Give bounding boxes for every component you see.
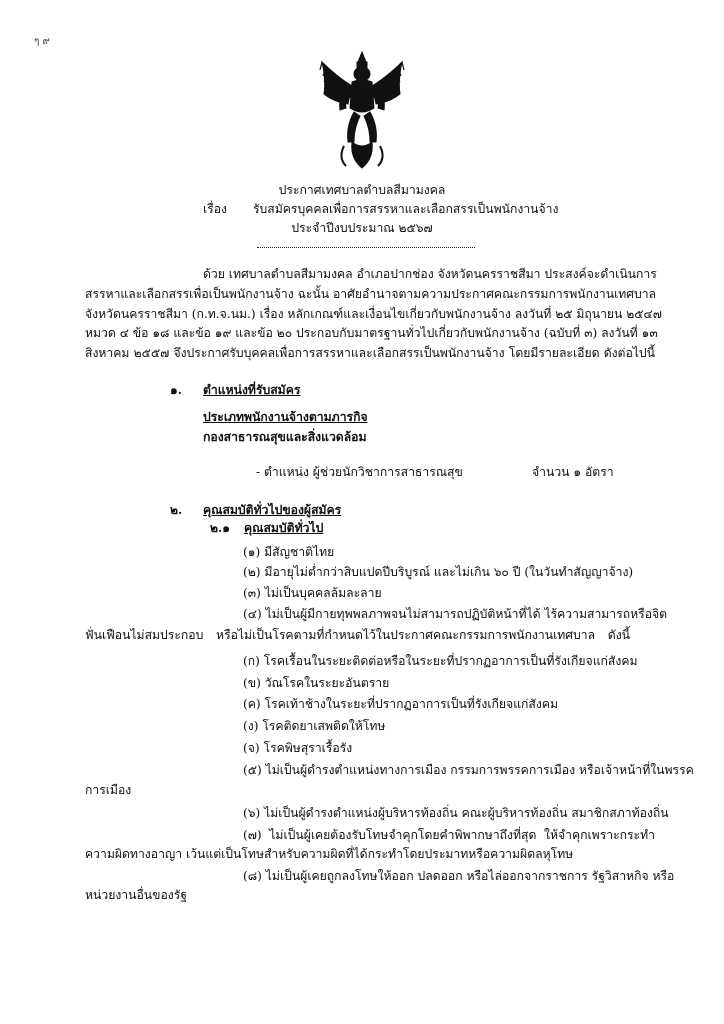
division-name: กองสาธารณสุขและสิ่งแวดล้อม: [203, 430, 367, 444]
qualification-3: (๓) ไม่เป็นบุคคลล้มละลาย: [243, 586, 382, 600]
disease-e: (จ) โรคพิษสุราเรื้อรัง: [243, 741, 353, 755]
disease-d: (ง) โรคติดยาเสพติดให้โทษ: [243, 719, 386, 733]
disease-c: (ค) โรคเท้าช้างในระยะที่ปรากฏอาการเป็นที่รังเกียจแก่สังคม: [243, 697, 559, 711]
qualification-7-line2: ความผิดทางอาญา เว้นแต่เป็นโทษสำหรับความผิดที่ได้กระทำโดยประมาทหรือความผิดลหุโทษ: [85, 847, 574, 861]
qualification-8-line2: หน่วยงานอื่นของรัฐ: [85, 888, 187, 902]
intro-line-4: หมวด ๔ ข้อ ๑๘ และข้อ ๑๙ และข้อ ๒๐ ประกอบกับมาตรฐานทั่วไปเกี่ยวกับพนักงานจ้าง (ฉบับที่ ๓) ลงวันที่ ๑๓: [85, 326, 658, 340]
intro-line-3: จังหวัดนครราชสีมา (ก.ท.จ.นม.) เรื่อง หลักเกณฑ์และเงื่อนไขเกี่ยวกับพนักงานจ้าง ลงวันที่ ๒๕ มิถุนายน ๒๕๔๗: [85, 307, 662, 321]
qualification-4-line1: (๔) ไม่เป็นผู้มีกายทุพพลภาพจนไม่สามารถปฏิบัติหน้าที่ได้ ไร้ความสามารถหรือจิต: [243, 607, 668, 621]
subject-label: เรื่อง: [203, 202, 227, 216]
disease-a: (ก) โรคเรื้อนในระยะติดต่อหรือในระยะที่ปรากฏอาการเป็นที่รังเกียจแก่สังคม: [243, 654, 638, 668]
position-quantity: จำนวน ๑ อัตรา: [532, 465, 614, 479]
qualification-8-line1: (๘) ไม่เป็นผู้เคยถูกลงโทษให้ออก ปลดออก หรือไล่ออกจากราชการ รัฐวิสาหกิจ หรือ: [243, 869, 675, 883]
header-divider: [257, 247, 475, 248]
fiscal-year: ประจำปีงบประมาณ ๒๕๖๗: [291, 221, 433, 235]
qualification-6: (๖) ไม่เป็นผู้ดำรงตำแหน่งผู้บริหารท้องถิ่น คณะผู้บริหารท้องถิ่น สมาชิกสภาท้องถิ่น: [243, 806, 669, 820]
position-type: ประเภทพนักงานจ้างตามภารกิจ: [203, 410, 368, 424]
intro-line-5: สิงหาคม ๒๕๕๗ จึงประกาศรับบุคคลเพื่อการสรรหาและเลือกสรรเป็นพนักงานจ้าง โดยมีรายละเอียด ดังต่อไปนี้: [85, 346, 655, 360]
qualification-4-line2: ฟั่นเฟือนไม่สมประกอบ หรือไม่เป็นโรคตามที่กำหนดไว้ในประกาศคณะกรรมการพนักงานเทศบาล ดังนี้: [85, 628, 630, 642]
disease-b: (ข) วัณโรคในระยะอันตราย: [243, 676, 390, 690]
intro-line-2: สรรหาและเลือกสรรเพื่อเป็นพนักงานจ้าง ฉะนั้น อาศัยอำนาจตามความประกาศคณะกรรมการพนักงานเทศบาล: [85, 287, 657, 301]
qualification-5-line2: การเมือง: [85, 783, 132, 797]
qualification-5-line1: (๕) ไม่เป็นผู้ดำรงตำแหน่งทางการเมือง กรรมการพรรคการเมือง หรือเจ้าหน้าที่ในพรรค: [243, 763, 694, 777]
section2-number: ๒.: [170, 503, 183, 517]
section2-heading: คุณสมบัติทั่วไปของผู้สมัคร: [203, 503, 342, 517]
garuda-emblem: [318, 50, 406, 172]
subsection-number: ๒.๑: [210, 521, 231, 535]
qualification-1: (๑) มีสัญชาติไทย: [243, 545, 335, 559]
section1-heading: ตำแหน่งที่รับสมัคร: [203, 383, 301, 397]
announcement-title: ประกาศเทศบาลตำบลสีมามงคล: [278, 183, 446, 197]
qualification-2: (๒) มีอายุไม่ต่ำกว่าสิบแปดปีบริบูรณ์ และไม่เกิน ๖๐ ปี (ในวันทำสัญญาจ้าง): [243, 565, 634, 579]
section1-number: ๑.: [170, 383, 182, 397]
position-name: - ตำแหน่ง ผู้ช่วยนักวิชาการสาธารณสุข: [256, 465, 463, 479]
subject-text: รับสมัครบุคคลเพื่อการสรรหาและเลือกสรรเป็นพนักงานจ้าง: [253, 202, 559, 216]
subsection-heading: คุณสมบัติทั่วไป: [244, 521, 324, 535]
intro-line-1: ด้วย เทศบาลตำบลสีมามงคล อำเภอปากช่อง จังหวัดนครราชสีมา ประสงค์จะดำเนินการ: [203, 267, 657, 281]
corner-marks: ๆ ๙: [34, 36, 50, 47]
qualification-7-line1: (๗) ไม่เป็นผู้เคยต้องรับโทษจำคุกโดยคำพิพากษาถึงที่สุด ให้จำคุกเพราะกระทำ: [243, 828, 655, 842]
